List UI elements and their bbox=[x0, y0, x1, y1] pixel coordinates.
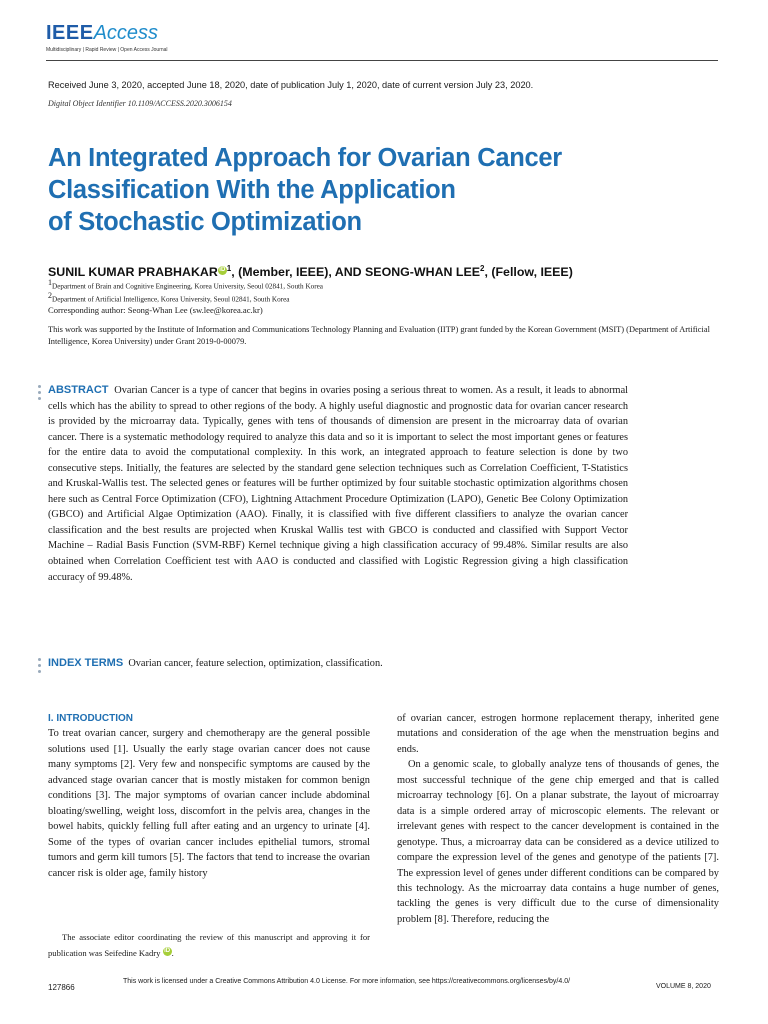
title-line: of Stochastic Optimization bbox=[48, 208, 362, 236]
affiliation-text: Department of Brain and Cognitive Engineering, Korea University, Seoul 02841, South Korea bbox=[52, 282, 324, 291]
index-terms bbox=[48, 657, 383, 669]
affiliations bbox=[48, 278, 323, 305]
corresponding-author: Corresponding author: Seong-Whan Lee (sw.lee@korea.ac.kr) bbox=[48, 305, 263, 315]
title-line: An Integrated Approach for Ovarian Cancer bbox=[48, 144, 562, 172]
orcid-icon[interactable]: iD bbox=[164, 948, 171, 955]
index-terms-dots-icon bbox=[38, 658, 41, 676]
affiliation-number: 1 bbox=[48, 278, 52, 287]
funding-note: This work was supported by the Institute of Information and Communications Technology Planning and Evaluation (IITP) grant funded by the Korean Government (MSIT) (Department of Artificial Intelligence, Korea University) under Grant 2019-0-00079. bbox=[48, 325, 710, 346]
editor-note: The associate editor coordinating the review of this manuscript and approving it for publication was Seifedine Kadry iD . bbox=[48, 932, 370, 958]
affiliation-marker: 2 bbox=[480, 264, 485, 273]
logo-wordmark bbox=[46, 22, 168, 44]
affiliation-item bbox=[48, 291, 323, 304]
affiliation-item bbox=[48, 278, 323, 291]
abstract-dots-icon bbox=[38, 385, 41, 403]
abstract-label: ABSTRACT bbox=[48, 384, 109, 396]
paper-title bbox=[48, 142, 668, 238]
author-line bbox=[48, 264, 573, 279]
license-note[interactable]: This work is licensed under a Creative Commons Attribution 4.0 License. For more information, see https://creativecommons.org/licenses/by/4.0/ bbox=[123, 978, 571, 985]
paragraph: of ovarian cancer, estrogen hormone replacement therapy, inherited gene mutations and consideration of the age when the menstruation begins and ends. bbox=[397, 713, 719, 755]
affiliation-text: Department of Artificial Intelligence, Korea University, Seoul 02841, South Korea bbox=[52, 295, 290, 304]
editor-note-text: The associate editor coordinating the review of this manuscript and approving it for publication was Seifedine Kadry bbox=[48, 932, 370, 958]
journal-logo bbox=[46, 22, 168, 53]
index-terms-label: INDEX TERMS bbox=[48, 657, 124, 669]
doi-line: Digital Object Identifier 10.1109/ACCESS.2020.3006154 bbox=[48, 99, 232, 108]
author-name: SUNIL KUMAR PRABHAKAR bbox=[48, 265, 218, 280]
header-divider bbox=[46, 60, 718, 61]
section-heading: I. INTRODUCTION bbox=[48, 713, 133, 724]
paragraph: On a genomic scale, to globally analyze tens of thousands of genes, the most successful technique of the gene chip emerged and that is called microarray technology [6]. On a planar substrate, the layout of microarray data is a simple ordered array of microscopic elements. The relevant or irrelevant genes with respect to the cancer development is contained in the genotype. Thus, a microarray data can be considered as a device utilized to compare the expression level of the genes and genotype of the patients [7]. The expression level of genes under different conditions can be compared by this technology. As the microarray data contains a huge number of genes, tackling the genes is very difficult due to the curse of dimensionality problem [8]. Therefore, reducing the bbox=[397, 759, 719, 925]
abstract bbox=[48, 383, 628, 585]
paragraph: To treat ovarian cancer, surgery and chemotherapy are the general possible solutions used [1]. Usually the early stage ovarian cancer does not cause many symptoms [2]. Very few and nonspecific symptoms are caused by the advanced stage ovarian cancer that is mostly mistaken for common benign conditions [3]. The major symptoms of ovarian cancer include abdominal bloating/swelling, weight loss, discomfort in the pelvis area, changes in the bowel habits, quickly felling full after eating and an urgency to urinate [4]. Some of the types of ovarian cancer includes epithelial tumors, stromal tumors and germ kill tumors [5]. The factors that tend to increase the ovarian cancer risk is older age, family history bbox=[48, 728, 370, 879]
logo-tagline: Multidisciplinary | Rapid Review | Open Access Journal bbox=[46, 47, 168, 53]
author-role: , (Fellow, IEEE) bbox=[484, 265, 573, 280]
index-terms-text: Ovarian cancer, feature selection, optimization, classification. bbox=[128, 658, 383, 669]
page-number: 127866 bbox=[48, 983, 75, 992]
affiliation-number: 2 bbox=[48, 291, 52, 301]
logo-ieee: IEEE bbox=[46, 22, 94, 44]
left-column bbox=[48, 711, 370, 881]
volume-label: VOLUME 8, 2020 bbox=[656, 983, 711, 990]
author-roles: , (Member, IEEE), AND SEONG-WHAN LEE bbox=[231, 265, 481, 280]
orcid-icon[interactable]: iD bbox=[219, 267, 226, 273]
abstract-text: Ovarian Cancer is a type of cancer that begins in ovaries posing a serious threat to women. As a result, it leads to abnormal cells which has the ability to spread to other regions of the body. A highly useful diagnostic and prognostic data for ovarian cancer research is provided by the microarray data. Typically, genes with tens of thousands of dimension are present in the microarray data of ovarian cancer. There is a systematic methodology required to analyze this data and so it is important to select the most important genes or features for the entire data to avoid the computational complexity. In this work, an integrated approach to feature selection is done by two consecutive steps. Initially, the features are selected by the standard gene selection techniques such as Correlation Coefficient, T-Statistics and Kruskal-Wallis test. The selected genes or features will be further optimized by four suitable stochastic optimization algorithms chosen here such as Central Force Optimization (CFO), Lightning Attachment Procedure Optimization (LAPO), Genetic Bee Colony Optimization (GBCO) and Artificial Algae Optimization (AAO). Finally, it is classified with five different classifiers to analyze the ovarian cancer classification and the best results are projected when Kruskal Wallis test with GBCO is conducted and classified with Support Vector Machine – Radial Basis Function (SVM-RBF) Kernel technique giving a high classification accuracy of 99.48%. Similar results are also obtained when Correlation Coefficient test with AAO is conducted and classified with Logistic Regression giving a high classification accuracy of 99.48%. bbox=[48, 385, 629, 583]
affiliation-marker: 1 bbox=[226, 264, 232, 273]
logo-access: Access bbox=[93, 22, 159, 44]
received-dates: Received June 3, 2020, accepted June 18, 2020, date of publication July 1, 2020, date of current version July 23, 2020. bbox=[48, 80, 534, 90]
right-column bbox=[397, 711, 719, 927]
title-line: Classification With the Application bbox=[48, 176, 456, 204]
